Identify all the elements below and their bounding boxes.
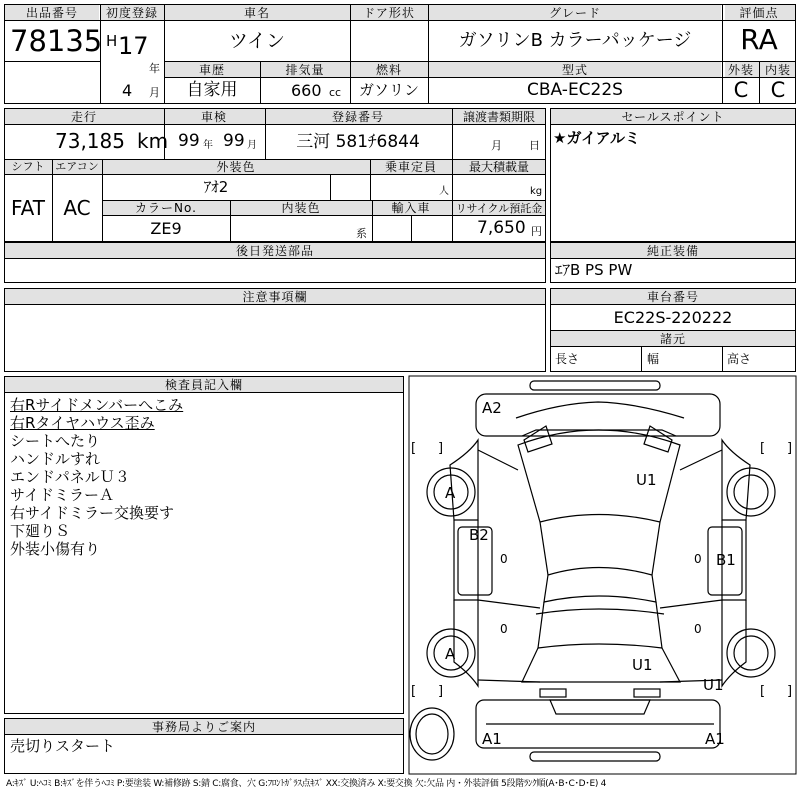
- mileage-value: 73,185: [55, 129, 125, 153]
- recycle-value: 7,650: [477, 218, 526, 238]
- mark-bracket: ]: [787, 684, 793, 699]
- mark-a1-left: A1: [482, 730, 502, 748]
- history-value: 自家用: [186, 80, 238, 100]
- capacity-label: 乗車定員: [384, 160, 438, 174]
- inspector-line: サイドミラーＡ: [10, 486, 114, 504]
- exterior-grade-label: 外装: [727, 63, 755, 77]
- mark-zero: 0: [500, 552, 508, 566]
- specs-length: 長さ: [555, 352, 580, 366]
- fuel-label: 燃料: [375, 63, 403, 77]
- mark-bracket: [: [411, 684, 417, 699]
- specs-height: 高さ: [727, 352, 752, 366]
- transfer-day-unit: 日: [529, 139, 540, 152]
- int-color-label: 内装色: [281, 201, 321, 215]
- int-color-unit: 系: [356, 227, 367, 240]
- inspection-label: 車検: [200, 110, 228, 124]
- displacement-value: 660: [291, 81, 322, 100]
- legend-text: A:ｷｽﾞ U:ﾍｺﾐ B:ｷｽﾞを伴うﾍｺﾐ P:要塗装 W:補修跡 S:錆 C:腐食、穴 G:ﾌﾛﾝﾄｶﾞﾗｽ点ｷｽﾞ XX:交換済み X:要交換 欠:欠品 内・外装評価 5段階ﾗﾝｸ順(A･B･C･D･E) 4: [6, 779, 607, 789]
- aircon-label: エアコン: [55, 160, 99, 173]
- first-reg-year-unit: 年: [149, 62, 160, 75]
- mark-zero: 0: [500, 622, 508, 636]
- inspector-line: エンドパネルＵ３: [10, 468, 130, 486]
- sales-point-text: ★ガイアルミ: [553, 129, 640, 147]
- interior-grade-value: C: [770, 78, 786, 102]
- recycle-unit: 円: [531, 225, 542, 238]
- rating-label: 評価点: [739, 6, 779, 20]
- genuine-equipment-text: ｴｱB PS PW: [555, 261, 633, 279]
- interior-grade-label: 内装: [764, 63, 792, 77]
- first-reg-year: 17: [118, 32, 149, 60]
- notes-label: 注意事項欄: [242, 290, 308, 304]
- inspector-line: 外装小傷有り: [10, 540, 101, 558]
- max-load-unit: kg: [530, 186, 543, 197]
- inspector-line: 右サイドミラー交換要す: [10, 504, 174, 522]
- first-reg-label: 初度登録: [105, 6, 159, 20]
- rating-value: RA: [740, 23, 778, 56]
- inspector-line: 右Rタイヤハウス歪み: [10, 414, 155, 432]
- plate-value: 三河 581ﾁ6844: [296, 132, 420, 152]
- door-label: ドア形状: [363, 6, 415, 20]
- mark-b1: B1: [716, 551, 736, 569]
- max-load-label: 最大積載量: [468, 160, 530, 174]
- color-no-value: ZE9: [150, 219, 182, 238]
- genuine-equipment-label: 純正装備: [646, 244, 700, 258]
- mark-bracket: ]: [438, 684, 444, 699]
- specs-label: 諸元: [659, 332, 687, 346]
- mark-bracket: ]: [787, 441, 793, 456]
- displacement-unit: cc: [329, 86, 342, 99]
- model-code-value: CBA-EC22S: [527, 80, 623, 100]
- mark-bracket: ]: [438, 441, 444, 456]
- listing-no-label: 出品番号: [25, 6, 79, 20]
- car-name-label: 車名: [243, 6, 271, 20]
- ext-color-value: ｱｵ2: [203, 178, 229, 196]
- sales-point-label: セールスポイント: [621, 110, 725, 124]
- first-reg-era: H: [106, 32, 118, 50]
- mark-zero: 0: [694, 552, 702, 566]
- color-no-label: カラーNo.: [135, 201, 197, 215]
- plate-label: 登録番号: [331, 110, 385, 124]
- transfer-date-label: 譲渡書類期限: [462, 110, 536, 124]
- mark-bracket: [: [760, 684, 766, 699]
- chassis-value: EC22S-220222: [613, 308, 733, 327]
- import-label: 輸入車: [391, 201, 431, 215]
- mark-a1-right: A1: [705, 730, 725, 748]
- exterior-grade-value: C: [733, 78, 749, 102]
- inspection-month-unit: 月: [247, 140, 257, 151]
- mark-b2: B2: [469, 526, 489, 544]
- inspection-year: 99: [178, 131, 200, 151]
- aircon-value: AC: [63, 196, 91, 220]
- inspector-line: 右Rサイドメンバーへこみ: [10, 396, 184, 414]
- specs-width: 幅: [647, 352, 660, 366]
- displacement-label: 排気量: [285, 63, 325, 77]
- mark-bracket: [: [760, 441, 766, 456]
- inspection-year-unit: 年: [203, 140, 213, 151]
- listing-no-value: 78135: [10, 24, 103, 58]
- inspector-line: ハンドルすれ: [10, 450, 101, 468]
- car-name-value: ツイン: [228, 30, 286, 52]
- mark-zero: 0: [694, 622, 702, 636]
- capacity-unit: 人: [439, 186, 449, 197]
- ext-color-label: 外装色: [216, 160, 256, 174]
- mark-bracket: [: [411, 441, 417, 456]
- shift-label: シフト: [11, 160, 45, 173]
- office-label: 事務局よりご案内: [151, 720, 257, 734]
- history-label: 車歴: [198, 63, 226, 77]
- mark-a2: A2: [482, 399, 502, 417]
- shift-value: FAT: [10, 196, 46, 220]
- office-text: 売切りスタート: [10, 737, 116, 755]
- transfer-month-unit: 月: [491, 139, 502, 152]
- grade-label: グレード: [548, 6, 602, 20]
- mark-a-front-left: A: [445, 484, 456, 502]
- mark-u1-top: U1: [636, 471, 657, 489]
- inspector-label: 検査員記入欄: [164, 378, 244, 392]
- fuel-value: ガソリン: [358, 81, 420, 99]
- model-code-label: 型式: [561, 63, 589, 77]
- first-reg-month: 4: [122, 81, 133, 100]
- recycle-label: リサイクル預託金: [455, 202, 543, 215]
- mileage-unit: km: [137, 129, 169, 153]
- mileage-label: 走行: [70, 110, 98, 124]
- mark-u1-rear-right: U1: [703, 676, 724, 694]
- first-reg-month-unit: 月: [149, 86, 160, 99]
- inspection-month: 99: [223, 131, 245, 151]
- inspector-line: シートへたり: [10, 432, 101, 450]
- chassis-label: 車台番号: [646, 290, 700, 304]
- mark-u1-bottom: U1: [632, 656, 653, 674]
- grade-value: ガソリンB カラーパッケージ: [458, 30, 692, 51]
- mark-a-rear-left: A: [445, 645, 456, 663]
- inspector-line: 下廻りＳ: [10, 522, 71, 540]
- later-parts-label: 後日発送部品: [235, 244, 315, 258]
